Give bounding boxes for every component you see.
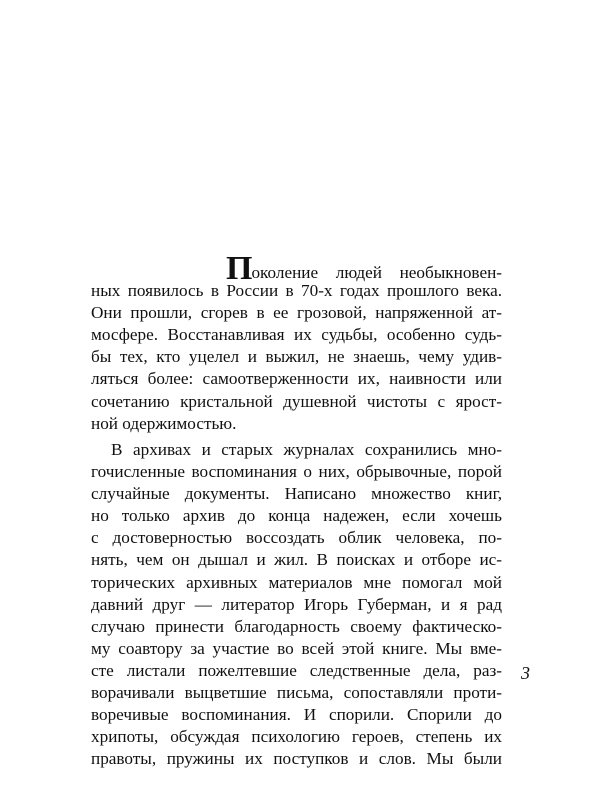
text-line: ной одержимостью. — [91, 413, 237, 433]
text-line: му соавтору за участие во всей этой книге. Мы вме- — [91, 638, 502, 658]
text-line: В архивах и старых журналах сохранились мно- — [111, 440, 502, 459]
text-line: бы тех, кто уцелел и выжил, не знаешь, чему удив- — [91, 347, 502, 367]
text-line: правоты, пружины их поступков и слов. Мы были — [91, 749, 502, 769]
text-line: ляться более: самоотверженности их, наивности или — [91, 369, 502, 389]
text-line: но только архив до конца надежен, если хочешь — [91, 506, 502, 526]
text-line: с достоверностью воссоздать облик человека, по- — [91, 528, 502, 548]
text-line: гочисленные воспоминания о них, обрывочные, порой — [91, 462, 502, 482]
text-line — [91, 250, 502, 287]
paragraph-2 — [91, 439, 502, 770]
drop-cap: П — [226, 250, 252, 287]
text-line: хрипоты, обсуждая психологию героев, степень их — [91, 727, 502, 747]
text-line: ворачивали выцветшие письма, сопоставляли проти- — [91, 683, 502, 703]
text-line: мосфере. Восстанавливая их судьбы, особенно судь- — [91, 325, 502, 345]
text-line: случайные документы. Написано множество книг, — [91, 484, 502, 504]
text-line: воречивые воспоминания. И спорили. Спорили до — [91, 705, 502, 725]
text-line-content: околение людей необыкновен- — [251, 263, 502, 282]
text-line: сочетанию кристальной душевной чистоты с ярост- — [91, 391, 502, 411]
text-line: случаю принести благодарность своему фактическо- — [91, 616, 502, 636]
paragraph-1 — [91, 250, 502, 435]
text-line: торических архивных материалов мне помогал мой — [91, 572, 502, 592]
text-line: нять, чем он дышал и жил. В поисках и отборе ис- — [91, 550, 502, 570]
page-number: 3 — [521, 663, 530, 683]
text-line: Они прошли, сгорев в ее грозовой, напряженной ат- — [91, 303, 502, 323]
text-line: ных появилось в России в 70-х годах прошлого века. — [91, 281, 502, 301]
text-line: давний друг — литератор Игорь Губерман, и я рад — [91, 594, 502, 614]
text-line: сте листали пожелтевшие следственные дела, раз- — [91, 660, 502, 680]
